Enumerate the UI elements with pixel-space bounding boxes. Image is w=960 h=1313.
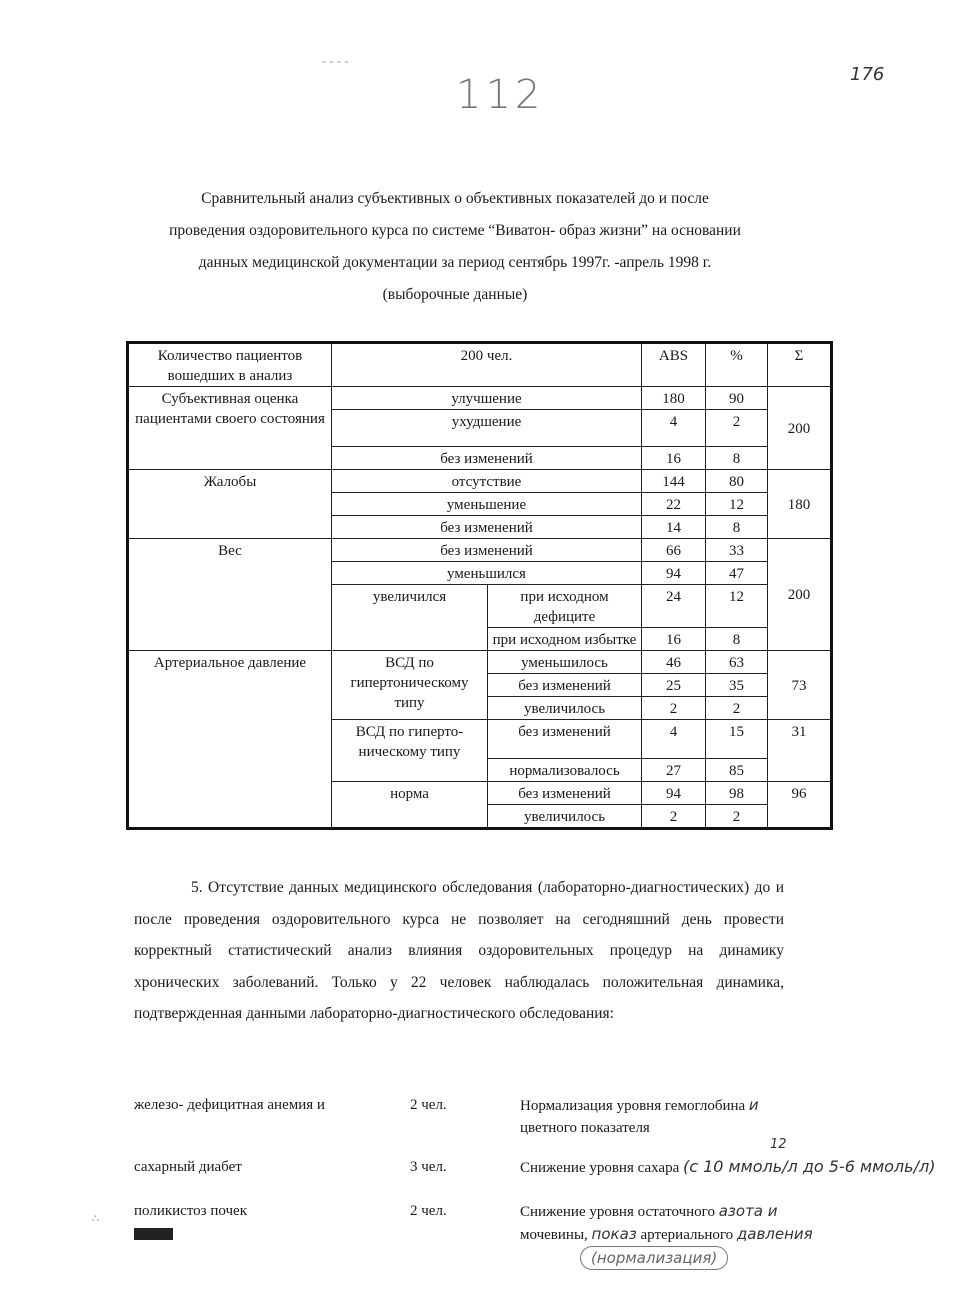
section-label-complaints: Жалобы [128, 470, 332, 539]
comparison-table [126, 341, 833, 830]
section-label-pressure: Артериальное давление [128, 651, 332, 829]
pct-cell: 98 [706, 782, 768, 805]
document-title [100, 183, 810, 311]
handwritten-note: показ [591, 1225, 637, 1243]
pct-cell: 2 [706, 410, 768, 447]
row-label: увеличилось [488, 697, 642, 720]
header-sum: Σ [768, 343, 832, 387]
pct-cell: 85 [706, 759, 768, 782]
abs-cell: 2 [642, 697, 706, 720]
case-name: сахарный диабет [134, 1159, 242, 1175]
case-count: 3 чел. [410, 1159, 447, 1175]
abs-cell: 2 [642, 805, 706, 829]
row-label: уменьшился [332, 562, 642, 585]
title-line: данных медицинской документации за период сентябрь 1997г. -апрель 1998 г. [198, 254, 712, 271]
case-result [520, 1137, 940, 1179]
abs-cell: 94 [642, 562, 706, 585]
sum-cell: 31 [768, 720, 832, 782]
row-label: без изменений [332, 447, 642, 470]
abs-cell: 16 [642, 628, 706, 651]
table-row [128, 387, 832, 410]
scan-speck: - - - - [322, 55, 349, 68]
row-label: отсутствие [332, 470, 642, 493]
pct-cell: 2 [706, 697, 768, 720]
row-label: уменьшение [332, 493, 642, 516]
row-label: без изменений [488, 720, 642, 759]
pct-cell: 47 [706, 562, 768, 585]
case-result-text: Снижение уровня сахара [520, 1160, 680, 1176]
case-result-text: цветного показателя [520, 1120, 650, 1136]
row-label: без изменений [332, 516, 642, 539]
table-row [128, 470, 832, 493]
case-result-text: Снижение уровня остаточного [520, 1204, 715, 1220]
pct-cell: 8 [706, 516, 768, 539]
abs-cell: 22 [642, 493, 706, 516]
row-label: нормализовалось [488, 759, 642, 782]
scan-speck: ∴ [92, 1212, 99, 1225]
handwritten-note: и [748, 1096, 759, 1114]
abs-cell: 24 [642, 585, 706, 628]
case-result-text: артериального [640, 1227, 734, 1243]
case-count: 2 чел. [410, 1097, 447, 1113]
pct-cell: 90 [706, 387, 768, 410]
handwritten-note: давления [736, 1225, 813, 1243]
title-line: (выборочные данные) [382, 286, 528, 303]
table-row [128, 539, 832, 562]
sum-cell: 96 [768, 782, 832, 829]
pressure-group-label: ВСД по гиперто-ническому типу [332, 720, 488, 782]
section-label-subjective: Субъективная оценка пациентами своего состояния [128, 387, 332, 470]
case-result [520, 1094, 782, 1139]
paragraph-text: 5. Отсутствие данных медицинского обследования (лабораторно-диагностических) до и после проведения оздоровительного курса не позволяет на сегодняшний день провести корректный статистический анализ влияния оздоровительных процедур на динамику хронических заболеваний. Только у 22 человек наблюдалась положительная динамика, подтвержденная данными лабораторно-диагностического обследования: [134, 879, 784, 1022]
pct-cell: 80 [706, 470, 768, 493]
sum-cell: 73 [768, 651, 832, 720]
pct-cell: 2 [706, 805, 768, 829]
row-label: без изменений [332, 539, 642, 562]
abs-cell: 144 [642, 470, 706, 493]
pct-cell: 15 [706, 720, 768, 759]
table-row [128, 651, 832, 674]
pressure-group-label: норма [332, 782, 488, 829]
row-label: уменьшилось [488, 651, 642, 674]
abs-cell: 14 [642, 516, 706, 539]
row-label: при исходном избытке [488, 628, 642, 651]
row-label: без изменений [488, 782, 642, 805]
case-name [134, 1200, 354, 1245]
abs-cell: 66 [642, 539, 706, 562]
pct-cell: 63 [706, 651, 768, 674]
row-label: без изменений [488, 674, 642, 697]
case-name: железо- дефицитная анемия и [134, 1097, 325, 1113]
row-label: при исходном дефиците [488, 585, 642, 628]
case-name-text: поликистоз почек [134, 1203, 247, 1219]
sum-cell: 200 [768, 539, 832, 651]
handwritten-note: 12 [770, 1137, 787, 1152]
abs-cell: 46 [642, 651, 706, 674]
row-label: улучшение [332, 387, 642, 410]
sum-cell: 180 [768, 470, 832, 539]
table-header-row [128, 343, 832, 387]
case-result-text: Нормализация уровня гемоглобина [520, 1098, 746, 1114]
abs-cell: 4 [642, 720, 706, 759]
pct-cell: 8 [706, 447, 768, 470]
pct-cell: 12 [706, 585, 768, 628]
pressure-group-label: ВСД по гипертоническому типу [332, 651, 488, 720]
pct-cell: 33 [706, 539, 768, 562]
handwritten-page-mark: 112 [456, 72, 545, 118]
section-label-weight: Вес [128, 539, 332, 651]
header-pct: % [706, 343, 768, 387]
pct-cell: 8 [706, 628, 768, 651]
header-abs: ABS [642, 343, 706, 387]
pct-cell: 35 [706, 674, 768, 697]
abs-cell: 25 [642, 674, 706, 697]
struck-out-text: ХХХХ; [136, 1228, 171, 1240]
handwritten-page-number: 176 [850, 64, 885, 85]
paragraph-5 [134, 872, 784, 1030]
abs-cell: 27 [642, 759, 706, 782]
handwritten-note: (нормализация) [580, 1246, 728, 1270]
title-line: проведения оздоровительного курса по системе “Виватон- образ жизни” на основании [169, 222, 741, 239]
abs-cell: 180 [642, 387, 706, 410]
handwritten-note: азота и [718, 1202, 778, 1220]
case-result-text: мочевины, [520, 1227, 588, 1243]
case-result [520, 1200, 900, 1270]
pct-cell: 12 [706, 493, 768, 516]
case-count: 2 чел. [410, 1203, 447, 1219]
row-label: увеличилось [488, 805, 642, 829]
handwritten-note: (с 10 ммоль/л до 5-6 ммоль/л) [682, 1157, 936, 1176]
sum-cell: 200 [768, 387, 832, 470]
header-patients-count: 200 чел. [332, 343, 642, 387]
weight-increased-label: увеличился [332, 585, 488, 651]
abs-cell: 4 [642, 410, 706, 447]
title-line: Сравнительный анализ субъективных о объективных показателей до и после [201, 190, 709, 207]
header-patients-label: Количество пациентов вошедших в анализ [128, 343, 332, 387]
abs-cell: 16 [642, 447, 706, 470]
row-label: ухудшение [332, 410, 642, 447]
abs-cell: 94 [642, 782, 706, 805]
